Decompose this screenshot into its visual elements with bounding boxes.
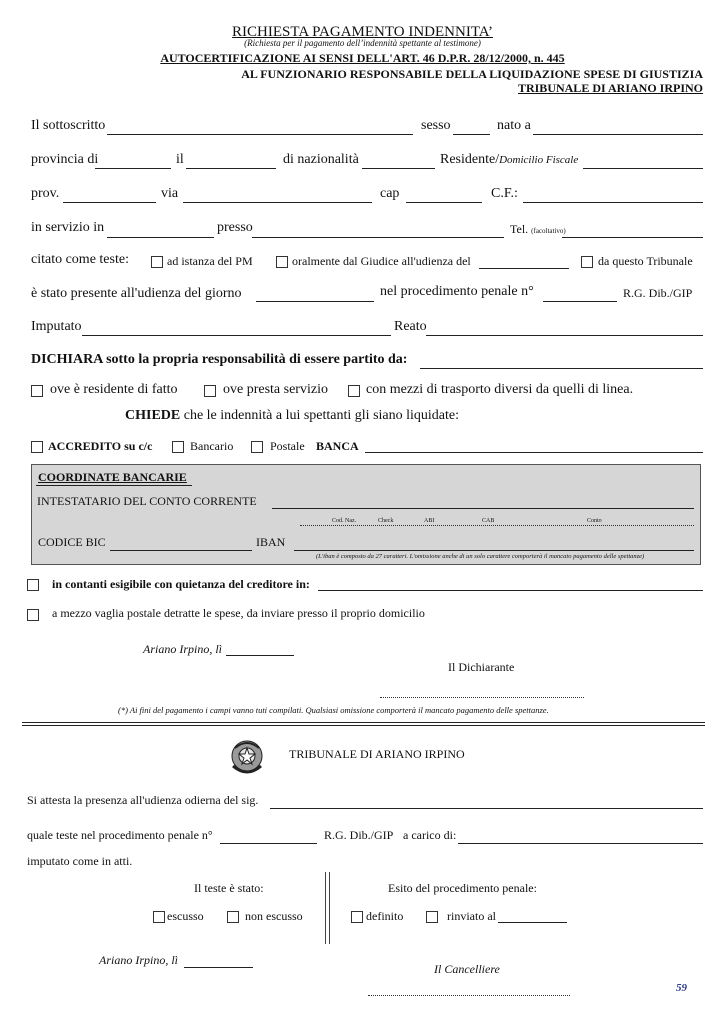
accredito-label: ACCREDITO su c/c <box>48 439 153 453</box>
footnote: (*) Ai fini del pagamento i campi vanno tuti compilati. Qualsiasi omissione comporterà il mancato pagamento delle spettanze. <box>118 705 549 715</box>
attestation-date-field[interactable] <box>184 967 253 968</box>
check-label: Check <box>378 518 394 524</box>
iban-note: (L'iban è composto da 27 caratteri. L'omissione anche di un solo carattere comporterà il mancato pagamento delle spettanze) <box>316 553 645 560</box>
attesta-name-field[interactable] <box>270 808 703 809</box>
reato-field[interactable] <box>426 335 703 336</box>
bank-box-title: COORDINATE BANCARIE <box>38 470 187 484</box>
oralmente-label: oralmente dal Giudice all'udienza del <box>292 254 471 268</box>
nazionalita-field[interactable] <box>362 168 435 169</box>
intestatario-field[interactable] <box>272 508 694 509</box>
sesso-field[interactable] <box>453 134 490 135</box>
separator-bottom <box>22 725 705 726</box>
contanti-field[interactable] <box>318 590 703 591</box>
cap-field[interactable] <box>406 202 482 203</box>
column-divider-left <box>325 872 326 944</box>
bank-title-rule <box>36 485 192 486</box>
form-subtitle: (Richiesta per il pagamento dell’indennità spettante al testimone) <box>244 38 481 48</box>
form-title: RICHIESTA PAGAMENTO INDENNITA’ <box>232 24 493 40</box>
questo-tribunale-label: da questo Tribunale <box>598 254 693 268</box>
istanza-pm-checkbox[interactable] <box>151 256 163 268</box>
bancario-checkbox[interactable] <box>172 441 184 453</box>
esito-label: Esito del procedimento penale: <box>388 881 537 895</box>
servizio-field[interactable] <box>107 237 214 238</box>
iban-field[interactable] <box>294 550 694 551</box>
presta-servizio-label: ove presta servizio <box>223 382 328 397</box>
residente-label: Residente/Domicilio Fiscale <box>440 152 579 167</box>
bic-label: CODICE BIC <box>38 535 106 549</box>
imputato-atti-text: imputato come in atti. <box>27 854 133 868</box>
postale-label: Postale <box>270 439 305 453</box>
prov-label: prov. <box>31 186 60 201</box>
luogo-data-label: Ariano Irpino, lì <box>143 642 223 656</box>
presso-field[interactable] <box>252 237 504 238</box>
birthplace-field[interactable] <box>533 134 703 135</box>
procedimento-n-field[interactable] <box>543 301 617 302</box>
definito-checkbox[interactable] <box>351 911 363 923</box>
procedimento-label: nel procedimento penale n° <box>380 284 534 299</box>
mezzi-trasporto-label: con mezzi di trasporto diversi da quelli di linea. <box>366 382 634 397</box>
dichiarante-label: Il Dichiarante <box>448 660 515 674</box>
presta-servizio-checkbox[interactable] <box>204 385 216 397</box>
sottoscritto-label: Il sottoscritto <box>31 118 106 133</box>
residente-fatto-label: ove è residente di fatto <box>50 382 178 397</box>
iban-header-line <box>300 525 694 526</box>
prov-field[interactable] <box>63 202 156 203</box>
vaglia-label: a mezzo vaglia postale detratte le spese, da inviare presso il proprio domicilio <box>52 606 425 620</box>
non-escusso-checkbox[interactable] <box>227 911 239 923</box>
banca-label: BANCA <box>316 439 359 453</box>
servizio-label: in servizio in <box>31 220 105 235</box>
bancario-label: Bancario <box>190 439 234 453</box>
cap-label: cap <box>380 186 400 201</box>
nazionalita-label: di nazionalità <box>283 152 359 167</box>
dichiara-text: DICHIARA sotto la propria responsabilità di essere partito da: <box>31 352 408 367</box>
tel-label: Tel. (facoltativo) <box>510 222 566 236</box>
banca-field[interactable] <box>365 452 703 453</box>
provincia-field[interactable] <box>95 168 171 169</box>
data-field[interactable] <box>226 655 294 656</box>
column-divider-right <box>329 872 330 944</box>
via-field[interactable] <box>183 202 372 203</box>
a-carico-label: a carico di: <box>403 828 457 842</box>
questo-tribunale-checkbox[interactable] <box>581 256 593 268</box>
iban-label: IBAN <box>256 535 286 549</box>
tel-field[interactable] <box>562 237 703 238</box>
il-label: il <box>176 152 184 167</box>
mezzi-trasporto-checkbox[interactable] <box>348 385 360 397</box>
page-mark: 59 <box>676 982 687 994</box>
non-escusso-label: non escusso <box>245 909 303 923</box>
sesso-label: sesso <box>421 118 451 133</box>
attestation-court: TRIBUNALE DI ARIANO IRPINO <box>289 747 465 761</box>
bic-field[interactable] <box>110 550 252 551</box>
autocertification-heading: AUTOCERTIFICAZIONE AI SENSI DELL'ART. 46 D.P.R. 28/12/2000, n. 445 <box>160 51 565 65</box>
contanti-checkbox[interactable] <box>27 579 39 591</box>
conto-label: Conto <box>587 518 602 524</box>
abi-label: ABI <box>424 518 435 524</box>
oralmente-checkbox[interactable] <box>276 256 288 268</box>
cod-naz-label: Cod. Naz. <box>332 518 357 524</box>
dichiarante-signature-line[interactable] <box>380 697 584 698</box>
udienza-giorno-field[interactable] <box>256 301 374 302</box>
via-label: via <box>161 186 179 201</box>
istanza-pm-label: ad istanza del PM <box>167 254 253 268</box>
provincia-label: provincia di <box>31 152 99 167</box>
imputato-field[interactable] <box>82 335 391 336</box>
quale-teste-label: quale teste nel procedimento penale n° <box>27 828 213 842</box>
birthdate-field[interactable] <box>186 168 276 169</box>
cf-label: C.F.: <box>491 186 518 201</box>
teste-stato-label: Il teste è stato: <box>194 881 264 895</box>
name-field[interactable] <box>107 134 413 135</box>
intestatario-label: INTESTATARIO DEL CONTO CORRENTE <box>37 494 257 508</box>
court-name: TRIBUNALE DI ARIANO IRPINO <box>517 81 703 95</box>
residente-fatto-checkbox[interactable] <box>31 385 43 397</box>
partenza-field[interactable] <box>420 368 703 369</box>
vaglia-checkbox[interactable] <box>27 609 39 621</box>
citato-label: citato come teste: <box>31 252 129 267</box>
separator-top <box>22 722 705 723</box>
residence-field[interactable] <box>583 168 703 169</box>
chiede-text: CHIEDE che le indennità a lui spettanti gli siano liquidate: <box>125 408 459 423</box>
presso-label: presso <box>217 220 253 235</box>
attestation-luogo-data: Ariano Irpino, lì <box>99 953 179 967</box>
cf-field[interactable] <box>523 202 703 203</box>
postale-checkbox[interactable] <box>251 441 263 453</box>
addressee-line: AL FUNZIONARIO RESPONSABILE DELLA LIQUIDAZIONE SPESE DI GIUSTIZIA <box>241 67 703 81</box>
escusso-checkbox[interactable] <box>153 911 165 923</box>
cancelliere-label: Il Cancelliere <box>434 962 500 976</box>
reato-label: Reato <box>394 319 427 334</box>
presente-label: è stato presente all'udienza del giorno <box>31 286 242 301</box>
a-carico-field[interactable] <box>458 843 703 844</box>
accredito-checkbox[interactable] <box>31 441 43 453</box>
nato-a-label: nato a <box>497 118 531 133</box>
attesta-label: Si attesta la presenza all'udienza odierna del sig. <box>27 793 259 807</box>
rinviato-checkbox[interactable] <box>426 911 438 923</box>
udienza-date-field[interactable] <box>479 268 569 269</box>
rinviato-label: rinviato al <box>447 909 496 923</box>
definito-label: definito <box>366 909 404 923</box>
contanti-label: in contanti esigibile con quietanza del creditore in: <box>52 577 310 591</box>
rg-dib-label: R.G. Dib./GIP <box>623 286 693 300</box>
bank-coordinates-box <box>31 464 701 565</box>
attestation-rg-dib: R.G. Dib./GIP <box>324 828 394 842</box>
attestation-procedimento-field[interactable] <box>220 843 317 844</box>
italian-republic-emblem-icon <box>228 736 266 778</box>
escusso-label: escusso <box>167 909 204 923</box>
cab-label: CAB <box>482 518 495 524</box>
rinviato-date-field[interactable] <box>498 922 567 923</box>
cancelliere-signature-line[interactable] <box>368 995 570 996</box>
imputato-label: Imputato <box>31 319 82 334</box>
